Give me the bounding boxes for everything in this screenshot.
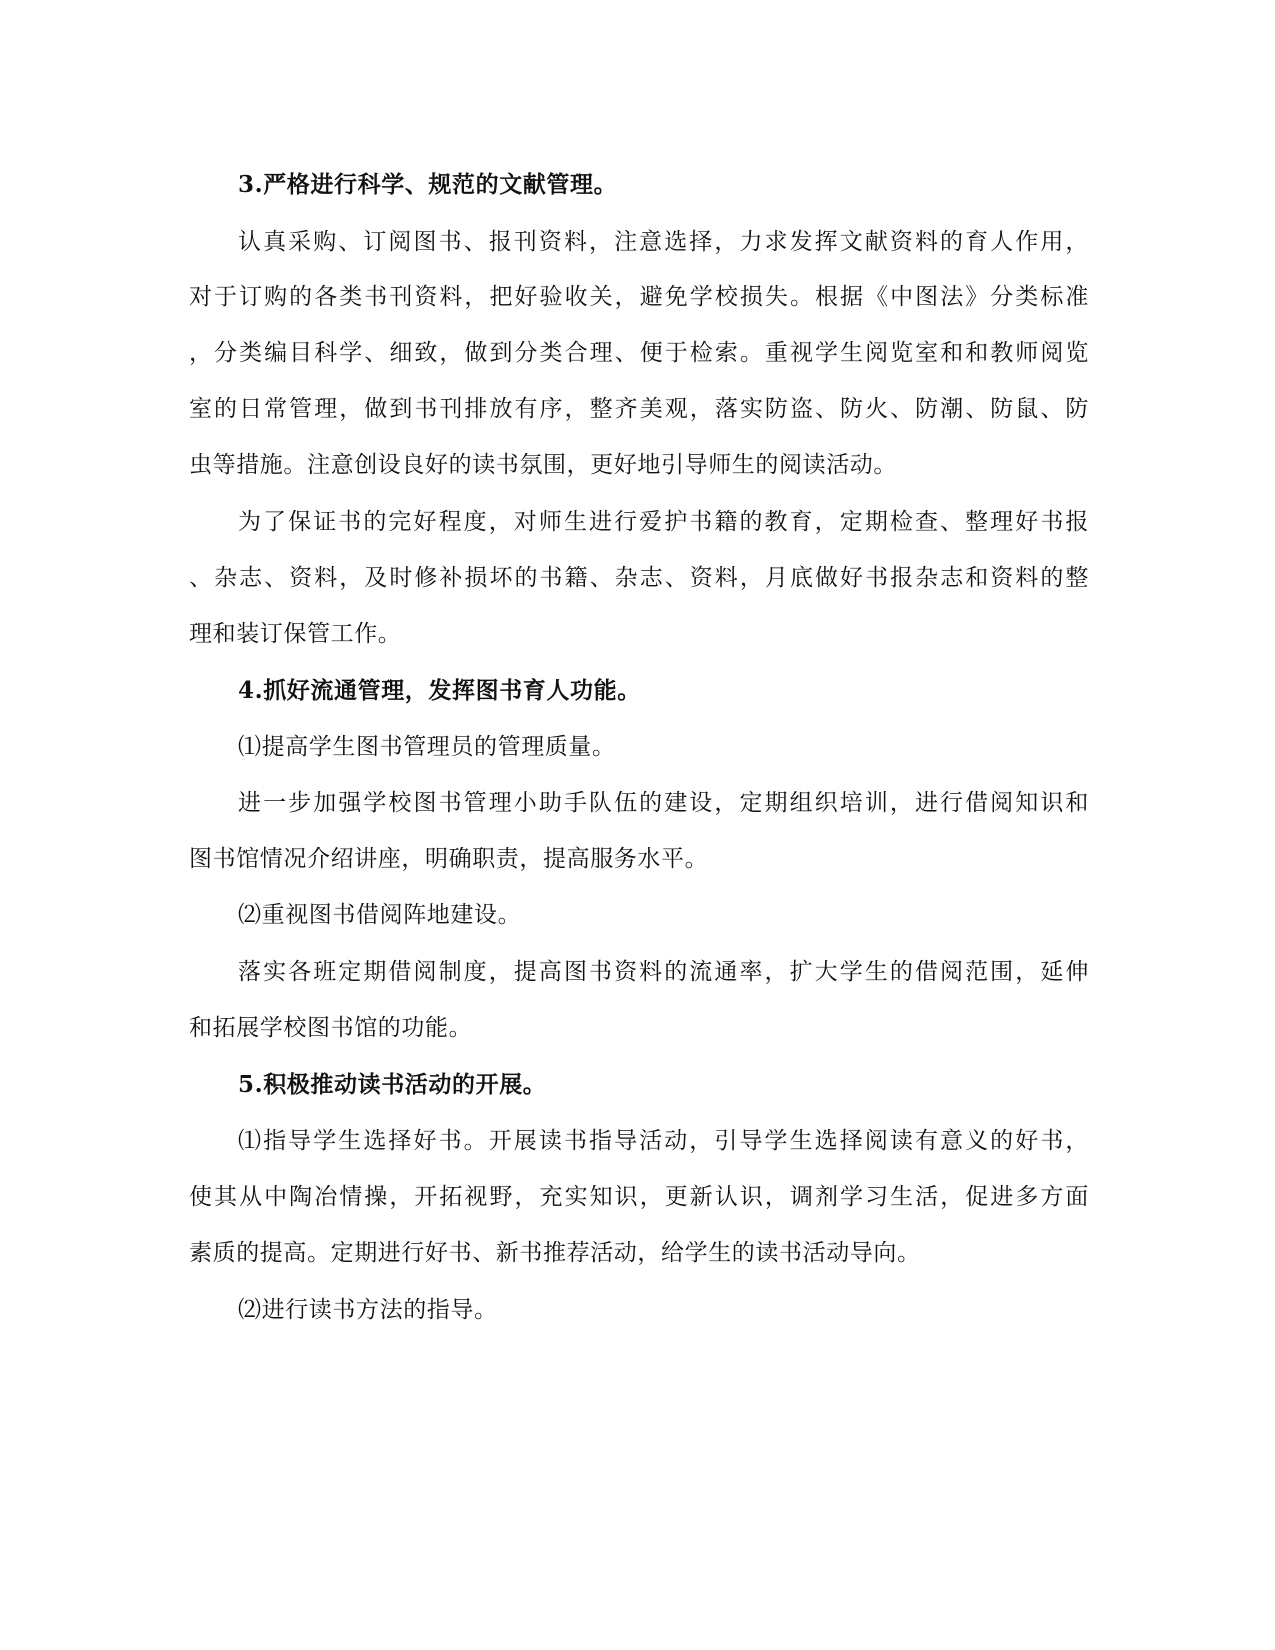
paragraph-line: 和拓展学校图书馆的功能。	[189, 1015, 473, 1041]
section-heading-5: 5.积极推动读书活动的开展。	[238, 1071, 547, 1098]
paragraph-line: ⑴指导学生选择好书。开展读书指导活动，引导学生选择阅读有意义的好书，	[238, 1128, 1089, 1154]
paragraph-line: 进一步加强学校图书管理小助手队伍的建设，定期组织培训，进行借阅知识和	[238, 790, 1089, 816]
paragraph-line: 认真采购、订阅图书、报刊资料，注意选择，力求发挥文献资料的育人作用，	[238, 229, 1089, 255]
paragraph-line: 图书馆情况介绍讲座，明确职责，提高服务水平。	[189, 846, 709, 872]
subsection-title: ⑵重视图书借阅阵地建设。	[238, 902, 522, 928]
paragraph-line: 对于订购的各类书刊资料，把好验收关，避免学校损失。根据《中图法》分类标准	[189, 284, 1089, 310]
paragraph-line: 为了保证书的完好程度，对师生进行爱护书籍的教育，定期检查、整理好书报	[238, 509, 1089, 535]
paragraph-line: 理和装订保管工作。	[189, 621, 402, 647]
paragraph-line: ，分类编目科学、细致，做到分类合理、便于检索。重视学生阅览室和和教师阅览	[189, 340, 1089, 366]
paragraph-line: 素质的提高。定期进行好书、新书推荐活动，给学生的读书活动导向。	[189, 1240, 921, 1266]
paragraph-line: ⑵进行读书方法的指导。	[238, 1297, 498, 1323]
paragraph-line: 、杂志、资料，及时修补损坏的书籍、杂志、资料，月底做好书报杂志和资料的整	[189, 565, 1089, 591]
subsection-title: ⑴提高学生图书管理员的管理质量。	[238, 734, 616, 760]
paragraph-line: 落实各班定期借阅制度，提高图书资料的流通率，扩大学生的借阅范围，延伸	[238, 959, 1089, 985]
paragraph-line: 虫等措施。注意创设良好的读书氛围，更好地引导师生的阅读活动。	[189, 452, 897, 478]
paragraph-line: 室的日常管理，做到书刊排放有序，整齐美观，落实防盗、防火、防潮、防鼠、防	[189, 396, 1089, 422]
section-heading-3: 3.严格进行科学、规范的文献管理。	[238, 171, 618, 198]
paragraph-line: 使其从中陶冶情操，开拓视野，充实知识，更新认识，调剂学习生活，促进多方面	[189, 1184, 1089, 1210]
section-heading-4: 4.抓好流通管理，发挥图书育人功能。	[238, 677, 641, 704]
